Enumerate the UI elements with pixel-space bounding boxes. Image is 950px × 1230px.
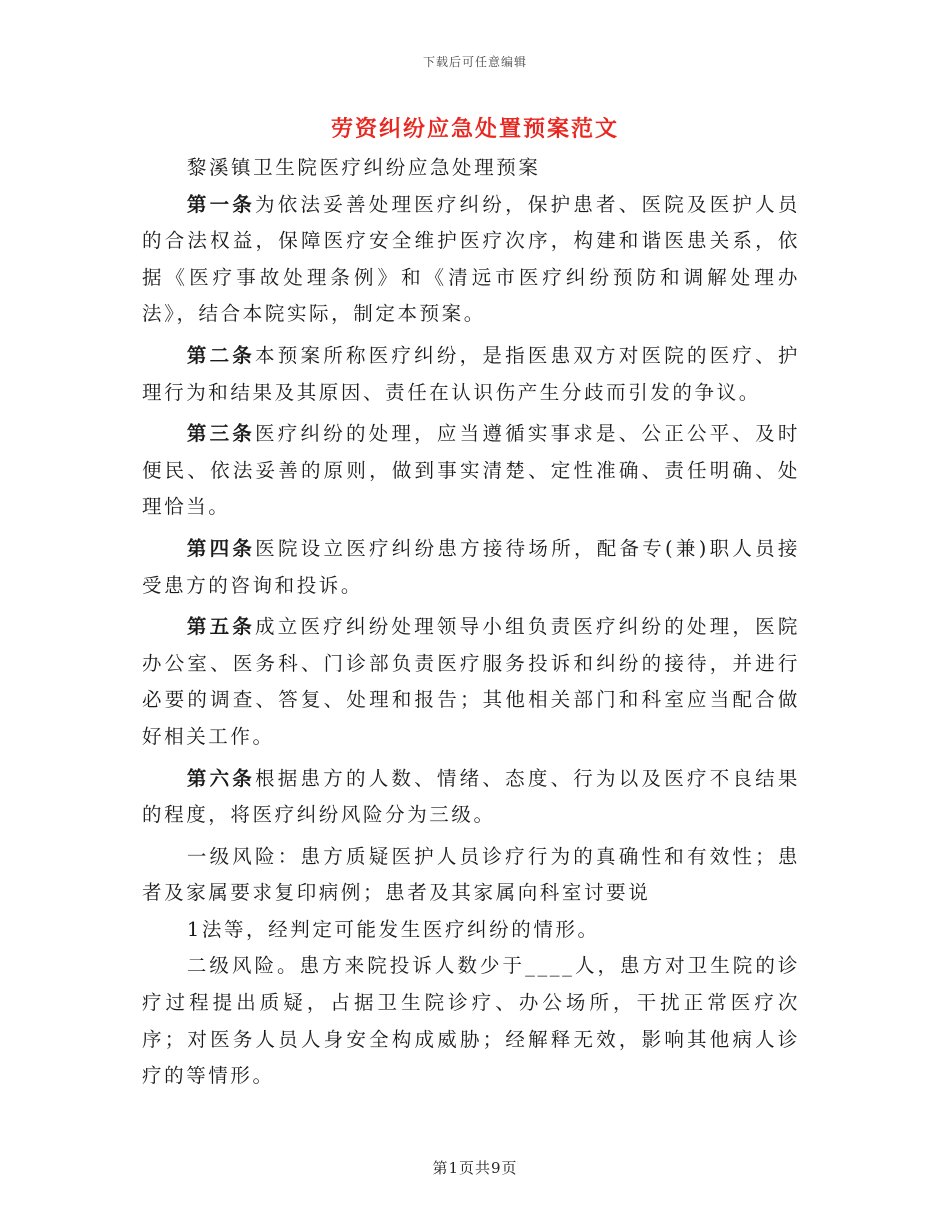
article-2-label: 第二条 (186, 343, 256, 367)
risk-level-1: 一级风险：患方质疑医护人员诊疗行为的真确性和有效性；患者及家属要求复印病例；患者及其家属向科室讨要说 (142, 844, 800, 905)
article-3 (142, 416, 800, 526)
article-5-label: 第五条 (186, 615, 256, 639)
article-6-text: 根据患方的人数、情绪、态度、行为以及医疗不良结果的程度，将医疗纠纷风险分为三级。 (142, 766, 800, 827)
article-1-label: 第一条 (186, 192, 256, 216)
article-4 (142, 531, 800, 604)
document-title: 劳资纠纷应急处置预案范文 (330, 116, 619, 142)
risk-level-1-continued: 1法等，经判定可能发生医疗纠纷的情形。 (186, 917, 600, 941)
article-6-label: 第六条 (186, 766, 256, 790)
article-4-label: 第四条 (186, 536, 256, 560)
article-1-text: 为依法妥善处理医疗纠纷，保护患者、医院及医护人员的合法权益，保障医疗安全维护医疗次序，构建和谐医患关系，依据《医疗事故处理条例》和《清远市医疗纠纷预防和调解处理办法》，结合本院实际，制定本预案。 (142, 192, 800, 326)
article-4-text: 医院设立医疗纠纷患方接待场所，配备专(兼)职人员接受患方的咨询和投诉。 (142, 536, 800, 597)
article-5 (142, 609, 800, 755)
risk-level-2: 二级风险。患方来院投诉人数少于____人，患方对卫生院的诊疗过程提出质疑，占据卫生院诊疗、办公场所，干扰正常医疗次序；对医务人员人身安全构成威胁；经解释无效，影响其他病人诊疗的等情形。 (142, 954, 800, 1088)
article-5-text: 成立医疗纠纷处理领导小组负责医疗纠纷的处理，医院办公室、医务科、门诊部负责医疗服务投诉和纠纷的接待，并进行必要的调查、答复、处理和报告；其他相关部门和科室应当配合做好相关工作。 (142, 615, 800, 748)
page-header-note: 下载后可任意编辑 (422, 55, 527, 69)
article-6 (142, 761, 800, 834)
document-subtitle: 黎溪镇卫生院医疗纠纷应急处理预案 (186, 156, 541, 179)
article-1 (142, 187, 800, 333)
document-body (142, 150, 800, 1095)
article-2-text: 本预案所称医疗纠纷，是指医患双方对医院的医疗、护理行为和结果及其原因、责任在认识伤产生分歧而引发的争议。 (142, 343, 800, 404)
article-3-text: 医疗纠纷的处理，应当遵循实事求是、公正公平、及时便民、依法妥善的原则，做到事实清楚、定性准确、责任明确、处理恰当。 (142, 422, 800, 519)
article-3-label: 第三条 (186, 422, 256, 446)
page-number: 第1页共9页 (432, 1159, 518, 1177)
article-2 (142, 338, 800, 411)
